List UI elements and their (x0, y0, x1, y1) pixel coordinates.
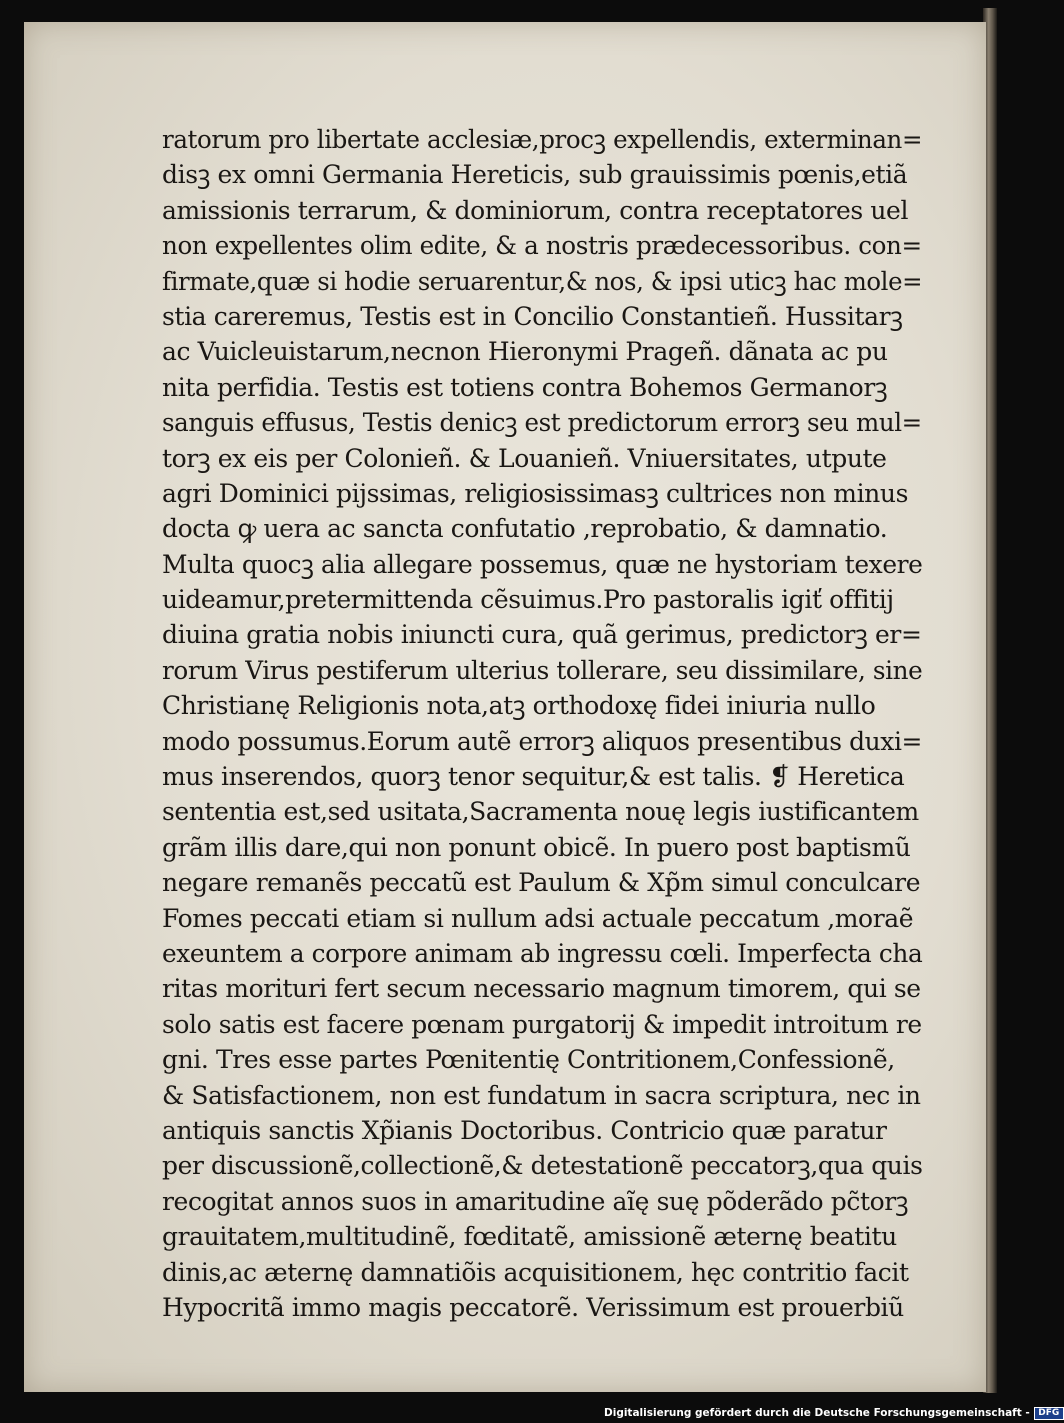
text-line: nita perfidia. Testis est totiens contra Bohemos Germanorꝫ (162, 372, 888, 402)
text-line: recogitat annos suos in amaritudine aĩę suę põderãdo pc̃torꝫ (162, 1186, 909, 1216)
text-line: ritas morituri fert secum necessario magnum timorem, qui se (162, 974, 921, 1004)
book-page (24, 22, 986, 1392)
digitization-credit (604, 1405, 1064, 1421)
text-line: diuina gratia nobis iniuncti cura, quã gerimus, predictorꝫ er= (162, 620, 922, 650)
text-line: ratorum pro libertate acclesiæ,procꝫ expellendis, exterminan= (162, 125, 923, 154)
text-line: & Satisfactionem, non est fundatum in sacra scriptura, nec in (162, 1080, 921, 1110)
text-line: modo possumus.Eorum autẽ errorꝫ aliquos presentibus duxi= (162, 726, 922, 756)
text-line: sanguis effusus, Testis denicꝫ est predictorum errorꝫ seu mul= (162, 408, 922, 438)
dfg-logo: DFG (1034, 1407, 1064, 1420)
text-line: exeuntem a corpore animam ab ingressu cœli. Imperfecta cha (162, 938, 923, 968)
text-line: grauitatem,multitudinẽ, fœditatẽ, amissionẽ æternę beatitu (162, 1222, 897, 1252)
credit-text: Digitalisierung gefördert durch die Deutsche Forschungsgemeinschaft - (604, 1407, 1030, 1419)
text-line: antiquis sanctis Xp̃ianis Doctoribus. Contricio quæ paratur (162, 1115, 887, 1145)
text-line: firmate,quæ si hodie seruarentur,& nos, & ipsi uticꝫ hac mole= (162, 266, 923, 296)
text-line: Hypocritã immo magis peccatorẽ. Verissimum est prouerbiũ (162, 1292, 904, 1322)
text-line: docta ꝙ uera ac sancta confutatio ,reprobatio, & damnatio. (162, 514, 888, 544)
text-line: Fomes peccati etiam si nullum adsi actuale peccatum ,moraẽ (162, 903, 914, 933)
text-line: sententia est,sed usitata,Sacramenta nouę legis iustificantem (162, 797, 919, 827)
text-line: torꝫ ex eis per Colonieñ. & Louanieñ. Vniuersitates, utpute (162, 443, 887, 473)
text-line: disꝫ ex omni Germania Hereticis, sub grauissimis pœnis,etiã (162, 160, 908, 190)
text-line: per discussionẽ,collectionẽ,& detestationẽ peccatorꝫ,qua quis (162, 1151, 923, 1181)
text-line: negare remanẽs peccatũ est Paulum & Xp̃m simul conculcare (162, 868, 921, 898)
text-line: uideamur,pretermittenda cẽsuimus.Pro pastoralis igiť offitij (162, 585, 894, 615)
text-line: non expellentes olim edite, & a nostris prædecessoribus. con= (162, 231, 922, 261)
text-line: dinis,ac æternę damnatiõis acquisitionem, hęc contritio facit (162, 1257, 909, 1287)
text-line: ac Vuicleuistarum,necnon Hieronymi Prageñ. dãnata ac pu (162, 337, 888, 367)
text-line: mus inserendos, quorꝫ tenor sequitur,& est talis. ❡ Heretica (162, 762, 905, 792)
text-line: Multa quocꝫ alia allegare possemus, quæ ne hystoriam texere (162, 549, 923, 579)
text-line: gni. Tres esse partes Pœnitentię Contritionem,Confessionẽ, (162, 1045, 895, 1075)
text-line: stia careremus, Testis est in Concilio Constantieñ. Hussitarꝫ (162, 301, 903, 331)
text-line: agri Dominici pijssimas, religiosissimasꝫ cultrices non minus (162, 478, 909, 508)
text-line: amissionis terrarum, & dominiorum, contra receptatores uel (162, 195, 909, 225)
text-line: solo satis est facere pœnam purgatorij & impedit introitum re (162, 1009, 922, 1039)
text-line: Christianę Religionis nota,atꝫ orthodoxę fidei iniuria nullo (162, 691, 876, 721)
text-line: grãm illis dare,qui non ponunt obicẽ. In puero post baptismũ (162, 832, 911, 862)
text-line: rorum Virus pestiferum ulterius tollerare, seu dissimilare, sine (162, 655, 923, 685)
text-block (162, 122, 922, 1325)
